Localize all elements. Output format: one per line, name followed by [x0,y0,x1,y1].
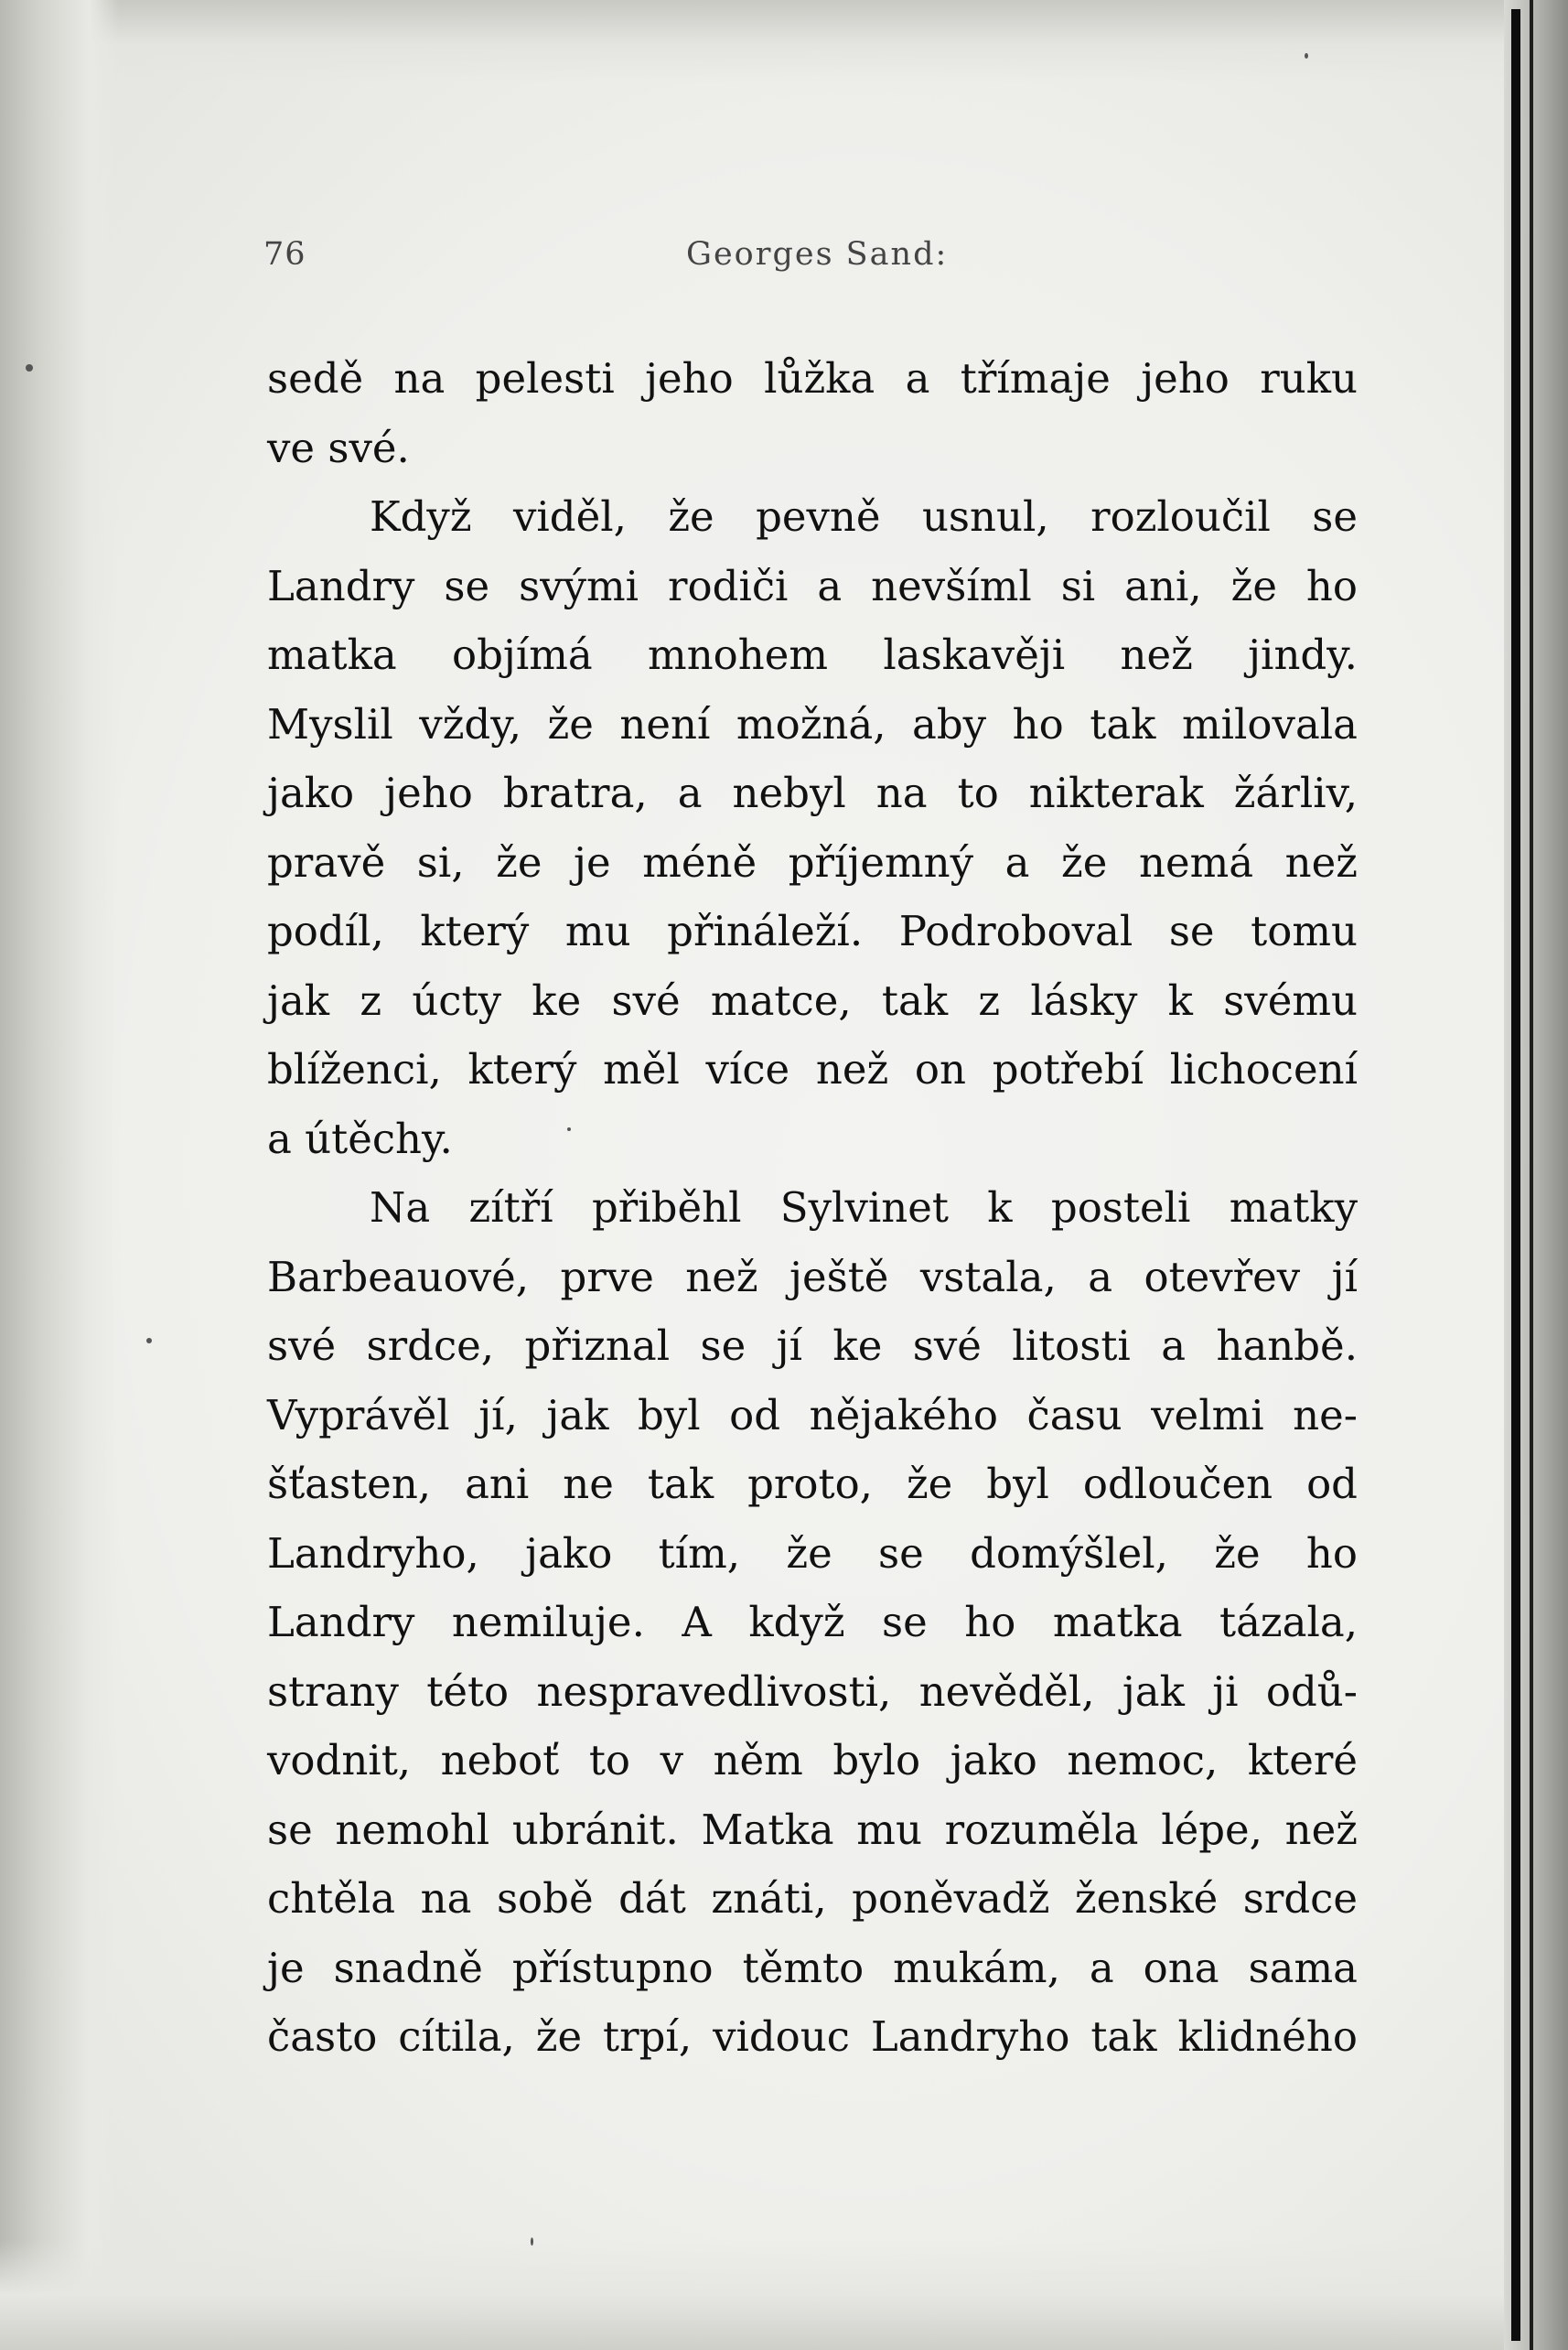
scan-bottom-shadow [0,2240,1568,2350]
text-line: jak z úcty ke své matce, tak z lásky k svému [267,976,1358,1025]
scan-speck [146,1338,152,1343]
text-line: Landryho, jako tím, že se domýšlel, že ho [267,1528,1358,1578]
running-head: Georges Sand: [686,236,949,273]
text-line: Landry se svými rodiči a nevšíml si ani, že ho [267,561,1358,610]
text-line: je snadně přístupno těmto mukám, a ona sama [267,1943,1358,1992]
scan-speck [531,2237,533,2246]
body-text [267,344,1358,2072]
text-line: Na zítří přiběhl Sylvinet k posteli matky [370,1183,1358,1232]
text-line: Když viděl, že pevně usnul, rozloučil se [370,492,1358,541]
text-line: podíl, který mu přináleží. Podroboval se tomu [267,907,1358,955]
scan-left-shadow [0,0,119,2350]
text-line: šťasten, ani ne tak proto, že byl odloučen od [267,1460,1358,1508]
scan-speck [1305,53,1308,59]
text-line: ve své. [267,423,410,472]
text-line: strany této nespravedlivosti, nevěděl, jak ji odů- [267,1666,1358,1716]
text-line: vodnit, neboť to v něm bylo jako nemoc, které [267,1736,1358,1784]
text-line: Vyprávěl jí, jak byl od nějakého času velmi ne- [267,1390,1358,1439]
binding-border [1511,9,1520,2341]
text-line: jako jeho bratra, a nebyl na to nikterak žárliv, [267,769,1358,817]
text-line: Barbeauové, prve než ještě vstala, a otevřev jí [267,1252,1358,1301]
text-line: blíženci, který měl více než on potřebí lichocení [267,1045,1358,1094]
text-line: sedě na pelesti jeho lůžka a třímaje jeho ruku [267,354,1358,403]
text-line: Myslil vždy, že není možná, aby ho tak milovala [267,699,1358,749]
scan-top-shadow [0,0,1568,82]
page-number: 76 [263,236,306,273]
text-line: chtěla na sobě dát znáti, poněvadž ženské srdce [267,1874,1358,1923]
binding-border-inner [1530,0,1533,2350]
text-line: matka objímá mnohem laskavěji než jindy. [267,631,1358,679]
page-header [263,236,959,282]
text-line: Landry nemiluje. A když se ho matka tázala, [267,1598,1358,1646]
text-line: pravě si, že je méně příjemný a že nemá než [267,837,1358,887]
text-line: často cítila, že trpí, vidouc Landryho tak klidného [267,2012,1358,2061]
text-line: se nemohl ubránit. Matka mu rozuměla lépe, než [267,1805,1358,1854]
scan-speck [26,364,33,372]
text-line: své srdce, přiznal se jí ke své litosti a hanbě. [267,1321,1358,1370]
text-line: a útěchy. [267,1114,453,1163]
